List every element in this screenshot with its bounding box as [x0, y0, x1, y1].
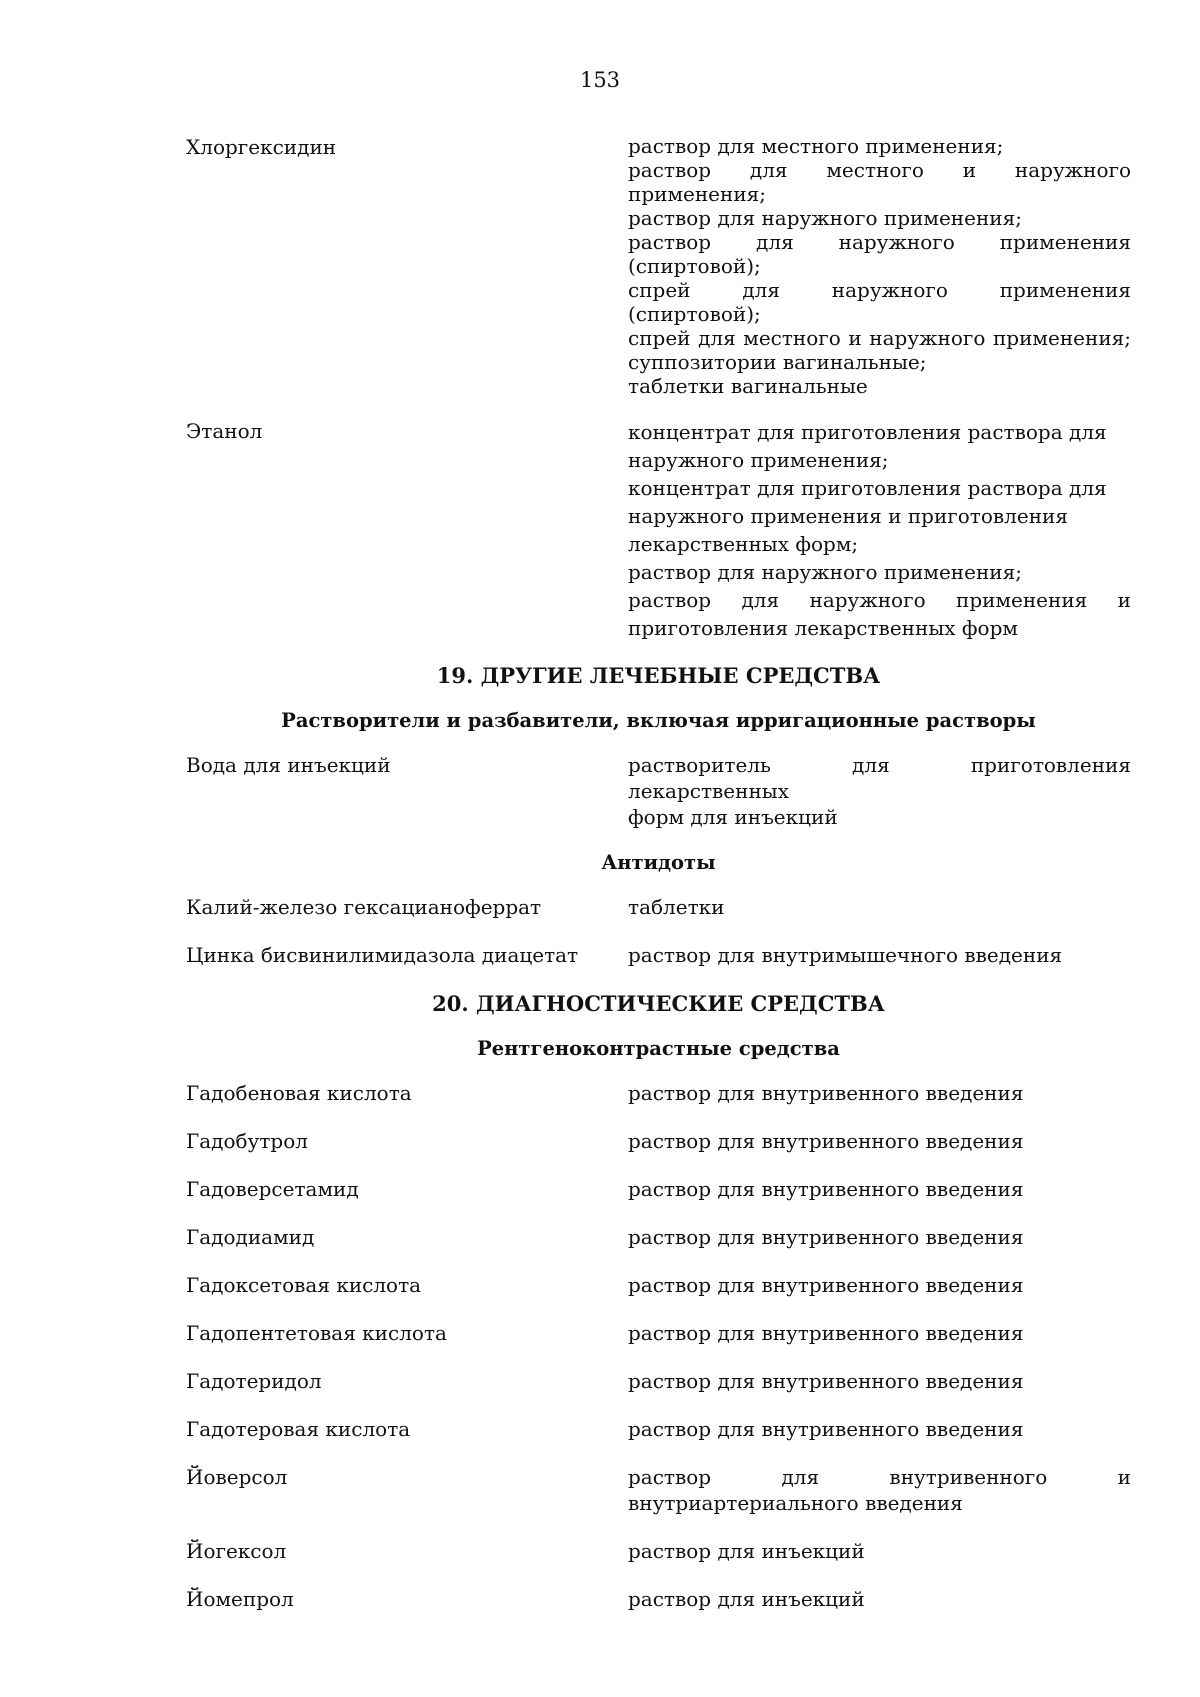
dosage-form-line: раствор для наружного применения;	[628, 206, 1022, 230]
drug-name: Йомепрол	[186, 1587, 294, 1611]
drug-name: Гадоксетовая кислота	[186, 1273, 422, 1297]
drug-name: Этанол	[186, 419, 263, 443]
dosage-form-line: суппозитории вагинальные;	[628, 350, 927, 374]
table-row	[186, 1272, 1131, 1298]
table-row	[186, 894, 1131, 920]
dosage-forms: раствор для внутривенного введения	[628, 1321, 1024, 1345]
dosage-forms: раствор для внутривенного введения	[628, 1369, 1024, 1393]
dosage-forms: раствор для внутривенного введения	[628, 1081, 1024, 1105]
drug-name: Гадопентетовая кислота	[186, 1321, 447, 1345]
drug-name: Вода для инъекций	[186, 753, 391, 777]
dosage-forms: раствор для инъекций	[628, 1539, 865, 1563]
dosage-form-line: концентрат для приготовления раствора для	[628, 420, 1107, 444]
drug-name: Йоверсол	[186, 1465, 288, 1489]
drug-name: Гадотеровая кислота	[186, 1417, 411, 1441]
table-row	[186, 134, 1131, 398]
dosage-forms: раствор для внутривенного введения	[628, 1417, 1024, 1441]
drug-name: Гадобутрол	[186, 1129, 308, 1153]
dosage-forms: раствор для инъекций	[628, 1587, 865, 1611]
drug-name: Хлоргексидин	[186, 135, 337, 159]
dosage-forms: раствор для внутримышечного введения	[628, 943, 1063, 967]
dosage-form-line: концентрат для приготовления раствора для	[628, 476, 1107, 500]
dosage-form-line: таблетки вагинальные	[628, 374, 868, 398]
dosage-forms: раствор для внутривенного введения	[628, 1177, 1024, 1201]
drug-name: Цинка бисвинилимидазола диацетат	[186, 943, 579, 967]
table-row	[186, 1464, 1131, 1516]
dosage-forms	[628, 1464, 1131, 1516]
subsection-heading: Рентгеноконтрастные средства	[477, 1037, 840, 1060]
subsection-heading: Растворители и разбавители, включая ирригационные растворы	[281, 709, 1036, 732]
dosage-forms: раствор для внутривенного введения	[628, 1129, 1024, 1153]
dosage-form-line: наружного применения и приготовления	[628, 504, 1068, 528]
dosage-form-line: спрей для местного и наружного применения;	[628, 326, 1131, 350]
drug-name: Гадоверсетамид	[186, 1177, 359, 1201]
drug-name: Калий-железо гексацианоферрат	[186, 895, 542, 919]
dosage-form-line: спрей для наружного применения (спиртовой);	[628, 278, 1131, 326]
dosage-form-line: наружного применения;	[628, 448, 889, 472]
table-row	[186, 1224, 1131, 1250]
dosage-forms	[628, 418, 1131, 642]
drug-table	[186, 134, 1131, 1634]
table-row	[186, 1586, 1131, 1612]
subsection-heading: Антидоты	[601, 851, 716, 874]
drug-name: Гадобеновая кислота	[186, 1081, 412, 1105]
table-row	[186, 1176, 1131, 1202]
dosage-form-line: растворитель для приготовления лекарственных	[628, 753, 1131, 803]
table-row	[186, 1080, 1131, 1106]
dosage-form-line: раствор для наружного применения;	[628, 560, 1022, 584]
dosage-forms: раствор для внутривенного введения	[628, 1273, 1024, 1297]
table-row	[186, 1320, 1131, 1346]
table-row	[186, 1416, 1131, 1442]
table-row	[186, 942, 1131, 968]
dosage-form-line: раствор для наружного применения и	[628, 588, 1131, 612]
dosage-forms	[628, 752, 1131, 830]
dosage-form-line: раствор для наружного применения (спиртовой);	[628, 230, 1131, 278]
dosage-form-line: форм для инъекций	[628, 805, 838, 829]
dosage-form-line: внутриартериального введения	[628, 1491, 963, 1515]
drug-name: Гадотеридол	[186, 1369, 322, 1393]
dosage-forms: таблетки	[628, 895, 725, 919]
table-row	[186, 1128, 1131, 1154]
drug-name: Гадодиамид	[186, 1225, 315, 1249]
dosage-forms	[628, 134, 1131, 398]
dosage-form-line: приготовления лекарственных форм	[628, 616, 1018, 640]
table-row	[186, 1538, 1131, 1564]
section-heading: 19. ДРУГИЕ ЛЕЧЕБНЫЕ СРЕДСТВА	[436, 663, 881, 688]
drug-name: Йогексол	[186, 1539, 287, 1563]
table-row	[186, 1368, 1131, 1394]
table-row	[186, 418, 1131, 642]
page-number: 153	[579, 68, 621, 92]
dosage-form-line: раствор для внутривенного и	[628, 1465, 1131, 1489]
dosage-forms: раствор для внутривенного введения	[628, 1225, 1024, 1249]
dosage-form-line: лекарственных форм;	[628, 532, 859, 556]
table-row	[186, 752, 1131, 830]
section-heading: 20. ДИАГНОСТИЧЕСКИЕ СРЕДСТВА	[432, 991, 885, 1016]
dosage-form-line: раствор для местного применения;	[628, 134, 1004, 158]
dosage-form-line: раствор для местного и наружного применения;	[628, 158, 1131, 206]
